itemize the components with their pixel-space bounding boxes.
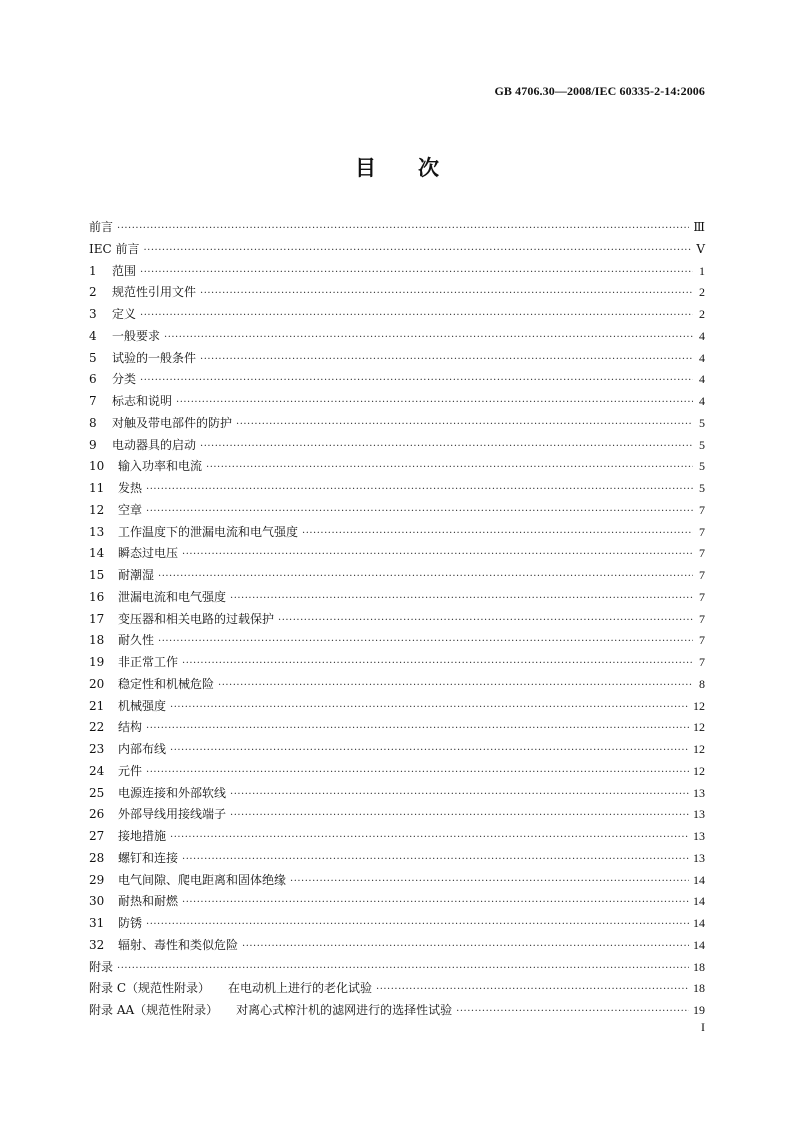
toc-entry-number: 15 <box>89 568 105 582</box>
toc-entry[interactable] <box>89 348 705 370</box>
toc-entry-number: 23 <box>89 742 105 756</box>
dot-leader <box>140 262 693 284</box>
toc-entry-title-text: 耐久性 <box>118 633 155 648</box>
toc-entry-number: 10 <box>89 459 105 474</box>
toc-entry-title <box>118 609 274 631</box>
dot-leader <box>158 631 693 653</box>
toc-entry-title-text: 试验的一般条件 <box>112 350 197 365</box>
toc-entry[interactable] <box>89 804 705 826</box>
dot-leader <box>230 805 689 827</box>
toc-entry-title <box>118 913 142 935</box>
toc-entry-page: 13 <box>693 807 705 822</box>
toc-entry-page: 13 <box>693 850 705 865</box>
toc-entry-title-text: 输入功率和电流 <box>118 459 203 474</box>
toc-entry-page: 7 <box>699 502 705 517</box>
toc-entry[interactable] <box>89 739 705 761</box>
dot-leader <box>158 566 693 588</box>
toc-entry-title <box>118 652 178 674</box>
toc-entry-number: 5 <box>89 350 97 365</box>
toc-entry-page: 5 <box>699 481 705 495</box>
toc-entry-title-text: 一般要求 <box>112 328 161 343</box>
toc-entry-title-text: 标志和说明 <box>112 394 173 408</box>
toc-entry-page: 2 <box>699 307 705 321</box>
dot-leader <box>146 914 689 936</box>
toc-entry-number: 25 <box>89 785 105 800</box>
toc-entry-page: 7 <box>699 611 705 626</box>
toc-entry-title-text: 附录 AA（规范性附录） <box>89 1003 219 1017</box>
toc-entry-title-text: 内部布线 <box>118 742 167 756</box>
dot-leader <box>218 675 693 697</box>
toc-entry-title <box>118 870 286 892</box>
toc-entry-number: 16 <box>89 589 105 604</box>
toc-entry[interactable] <box>89 978 705 1000</box>
toc-entry-page: 14 <box>693 937 705 952</box>
toc-entry-title <box>118 761 142 783</box>
toc-entry-title <box>118 565 154 587</box>
toc-entry[interactable] <box>89 456 705 478</box>
dot-leader <box>146 501 693 523</box>
toc-entry[interactable] <box>89 935 705 957</box>
toc-entry-title-text: 元件 <box>118 763 143 778</box>
toc-entry[interactable] <box>89 282 705 304</box>
toc-entry-page: 12 <box>693 763 705 778</box>
page-title-left: 目 <box>355 156 376 180</box>
toc-entry-page: 12 <box>693 720 705 735</box>
toc-entry-number: 8 <box>89 415 97 430</box>
toc-entry-title-text: 电动器具的启动 <box>112 437 197 452</box>
toc-entry-title <box>118 696 166 718</box>
toc-entry-page: 7 <box>699 524 705 539</box>
toc-entry[interactable] <box>89 783 705 805</box>
toc-entry[interactable] <box>89 609 705 631</box>
toc-entry-title-text: 电气间隙、爬电距离和固体绝缘 <box>118 872 287 887</box>
toc-entry-number: 20 <box>89 676 105 691</box>
toc-entry-title <box>118 848 178 870</box>
toc-entry-page: 7 <box>699 568 705 582</box>
dot-leader <box>170 827 689 849</box>
dot-leader <box>206 457 693 479</box>
toc-entry-number: 1 <box>89 263 97 278</box>
toc-entry[interactable] <box>89 870 705 892</box>
toc-entry-page: 7 <box>699 633 705 648</box>
toc-entry-title-text: 接地措施 <box>118 829 167 843</box>
toc-entry-title <box>118 739 166 761</box>
dot-leader <box>146 479 693 501</box>
toc-entry[interactable] <box>89 217 705 239</box>
toc-entry-number: 30 <box>89 894 105 909</box>
toc-entry[interactable] <box>89 652 705 674</box>
toc-entry-number: 11 <box>89 481 105 495</box>
toc-entry-title <box>89 978 372 1000</box>
toc-entry-title-text: 机械强度 <box>118 698 167 713</box>
toc-entry-title <box>112 326 160 348</box>
toc-entry[interactable] <box>89 413 705 435</box>
toc-entry-title <box>112 413 232 435</box>
toc-entry-page: 4 <box>699 328 705 343</box>
dot-leader <box>164 327 693 349</box>
dot-leader <box>376 979 689 1001</box>
toc-entry-title-text: 瞬态过电压 <box>118 546 179 561</box>
toc-entry[interactable] <box>89 1000 705 1022</box>
toc-entry-title-text: 结构 <box>118 720 143 735</box>
toc-entry-title-text: 工作温度下的泄漏电流和电气强度 <box>118 524 299 539</box>
toc-entry-title <box>89 217 113 239</box>
toc-entry-page: 4 <box>699 372 705 387</box>
toc-entry-page: 14 <box>693 872 705 887</box>
toc-entry-title-text: 定义 <box>112 307 137 321</box>
toc-entry-page: 14 <box>693 894 705 909</box>
toc-entry-title-text: 耐热和耐燃 <box>118 894 179 909</box>
dot-leader <box>182 892 689 914</box>
toc-entry-page: 4 <box>699 350 705 365</box>
toc-entry-title-text: 前言 <box>89 220 114 234</box>
toc-entry-number: 26 <box>89 807 105 822</box>
toc-entry-page: 18 <box>693 981 705 996</box>
page-folio: I <box>701 1020 705 1034</box>
toc-entry-title <box>89 239 140 261</box>
table-of-contents <box>89 217 705 1022</box>
toc-entry-title-text: 耐潮湿 <box>118 568 155 582</box>
dot-leader <box>140 305 693 327</box>
toc-entry-subtitle: 对离心式榨汁机的滤网进行的选择性试验 <box>236 1003 453 1017</box>
toc-entry[interactable] <box>89 696 705 718</box>
dot-leader <box>182 653 693 675</box>
dot-leader <box>182 544 693 566</box>
toc-entry-title <box>89 1000 452 1022</box>
toc-entry-title-text: 稳定性和机械危险 <box>118 676 215 691</box>
dot-leader <box>456 1001 689 1023</box>
toc-entry-page: 5 <box>699 459 705 474</box>
dot-leader <box>146 762 689 784</box>
toc-entry-title <box>118 826 166 848</box>
toc-entry[interactable] <box>89 391 705 413</box>
toc-entry-title-text: 变压器和相关电路的过载保护 <box>118 611 275 626</box>
toc-entry-page: 5 <box>699 415 705 430</box>
toc-entry-page: 8 <box>699 676 705 691</box>
toc-entry-number: 18 <box>89 633 105 648</box>
toc-entry-title <box>112 304 136 326</box>
toc-entry-number: 21 <box>89 698 105 713</box>
toc-entry-page: 14 <box>693 916 705 930</box>
toc-entry-number: 3 <box>89 307 97 321</box>
toc-entry-title <box>112 435 196 457</box>
toc-entry-title <box>118 783 226 805</box>
dot-leader <box>140 370 693 392</box>
toc-entry-title <box>112 369 136 391</box>
toc-entry-title-text: 范围 <box>112 263 137 278</box>
toc-entry-number: 32 <box>89 937 105 952</box>
toc-entry-page: 12 <box>693 742 705 756</box>
dot-leader <box>236 414 693 436</box>
toc-entry-title-text: 规范性引用文件 <box>112 285 197 300</box>
dot-leader <box>170 697 689 719</box>
toc-entry[interactable] <box>89 500 705 522</box>
toc-entry-title-text: 附录 <box>89 959 114 974</box>
toc-entry-title-text: 附录 C（规范性附录） <box>89 981 210 996</box>
toc-entry-title <box>118 543 178 565</box>
toc-entry-title <box>118 891 178 913</box>
toc-entry-title-text: IEC 前言 <box>89 241 140 256</box>
dot-leader <box>230 784 689 806</box>
toc-entry-page: Ⅲ <box>693 220 705 234</box>
dot-leader <box>144 240 693 262</box>
dot-leader <box>182 849 689 871</box>
toc-entry-page: 5 <box>699 437 705 452</box>
toc-entry-page: 13 <box>693 829 705 843</box>
toc-entry[interactable] <box>89 630 705 652</box>
toc-entry[interactable] <box>89 543 705 565</box>
toc-entry-number: 19 <box>89 655 105 669</box>
toc-entry[interactable] <box>89 913 705 935</box>
dot-leader <box>170 740 689 762</box>
toc-entry-page: 7 <box>699 655 705 669</box>
toc-entry[interactable] <box>89 891 705 913</box>
toc-entry-number: 27 <box>89 829 105 843</box>
standard-number: GB 4706.30—2008/IEC 60335-2-14:2006 <box>494 84 705 98</box>
toc-entry-page: 18 <box>693 959 705 974</box>
toc-entry-page: 7 <box>699 546 705 561</box>
toc-entry-page: 7 <box>699 589 705 604</box>
toc-entry[interactable] <box>89 761 705 783</box>
toc-entry-title <box>118 935 238 957</box>
toc-entry[interactable] <box>89 957 705 979</box>
toc-entry-page: 4 <box>699 394 705 408</box>
toc-entry-page: 2 <box>699 285 705 300</box>
toc-entry-title <box>112 391 172 413</box>
toc-entry[interactable] <box>89 587 705 609</box>
toc-entry[interactable] <box>89 565 705 587</box>
dot-leader <box>117 958 689 980</box>
dot-leader <box>200 349 693 371</box>
dot-leader <box>176 392 693 414</box>
toc-entry[interactable] <box>89 369 705 391</box>
dot-leader <box>302 523 693 545</box>
toc-entry-number: 31 <box>89 916 105 930</box>
toc-entry[interactable] <box>89 522 705 544</box>
toc-entry-number: 13 <box>89 524 105 539</box>
toc-entry[interactable] <box>89 674 705 696</box>
dot-leader <box>230 588 693 610</box>
toc-entry-subtitle: 在电动机上进行的老化试验 <box>228 981 373 996</box>
toc-entry-page: 12 <box>693 698 705 713</box>
dot-leader <box>242 936 689 958</box>
toc-entry-title-text: 对触及带电部件的防护 <box>112 415 233 430</box>
toc-entry-number: 14 <box>89 546 105 561</box>
page-title-right: 次 <box>418 156 439 180</box>
toc-entry[interactable] <box>89 435 705 457</box>
toc-entry-number: 24 <box>89 763 105 778</box>
toc-entry-title <box>112 282 196 304</box>
toc-entry-title-text: 辐射、毒性和类似危险 <box>118 937 239 952</box>
toc-entry-title <box>118 587 226 609</box>
toc-entry-number: 7 <box>89 394 97 408</box>
toc-entry-number: 9 <box>89 437 97 452</box>
page-title <box>0 152 794 182</box>
toc-entry-page: 19 <box>693 1003 705 1017</box>
toc-entry-title <box>118 674 214 696</box>
toc-entry-number: 12 <box>89 502 105 517</box>
toc-entry-title-text: 分类 <box>112 372 137 387</box>
toc-entry-number: 2 <box>89 285 97 300</box>
dot-leader <box>146 718 689 740</box>
toc-entry-title <box>89 957 113 979</box>
toc-entry-title <box>118 500 142 522</box>
dot-leader <box>278 610 693 632</box>
toc-entry[interactable] <box>89 239 705 261</box>
toc-entry[interactable] <box>89 826 705 848</box>
toc-entry-title <box>118 804 226 826</box>
toc-entry-title <box>118 456 202 478</box>
toc-entry-title-text: 防锈 <box>118 916 143 930</box>
toc-entry[interactable] <box>89 304 705 326</box>
toc-entry-page: Ⅴ <box>696 241 705 256</box>
toc-entry-title-text: 泄漏电流和电气强度 <box>118 589 227 604</box>
toc-entry-title <box>118 522 298 544</box>
toc-entry-title <box>112 261 136 283</box>
toc-entry-page: 1 <box>699 263 705 278</box>
toc-entry-title-text: 电源连接和外部软线 <box>118 785 227 800</box>
toc-entry-number: 28 <box>89 850 105 865</box>
toc-entry-title-text: 发热 <box>118 481 143 495</box>
toc-entry-number: 6 <box>89 372 97 387</box>
toc-entry-title <box>112 348 196 370</box>
toc-entry-title <box>118 478 142 500</box>
toc-entry-title-text: 螺钉和连接 <box>118 850 179 865</box>
toc-entry[interactable] <box>89 261 705 283</box>
toc-entry-title-text: 空章 <box>118 502 143 517</box>
toc-entry-title-text: 外部导线用接线端子 <box>118 807 227 822</box>
toc-entry[interactable] <box>89 326 705 348</box>
toc-entry[interactable] <box>89 717 705 739</box>
dot-leader <box>117 218 689 240</box>
toc-entry-number: 17 <box>89 611 105 626</box>
toc-entry[interactable] <box>89 848 705 870</box>
dot-leader <box>200 283 693 305</box>
toc-entry-title <box>118 717 142 739</box>
toc-entry-title-text: 非正常工作 <box>118 655 179 669</box>
toc-entry-title <box>118 630 154 652</box>
toc-entry-number: 4 <box>89 328 97 343</box>
toc-entry-page: 13 <box>693 785 705 800</box>
toc-entry-number: 29 <box>89 872 105 887</box>
dot-leader <box>290 871 689 893</box>
dot-leader <box>200 436 693 458</box>
toc-entry[interactable] <box>89 478 705 500</box>
toc-entry-number: 22 <box>89 720 105 735</box>
